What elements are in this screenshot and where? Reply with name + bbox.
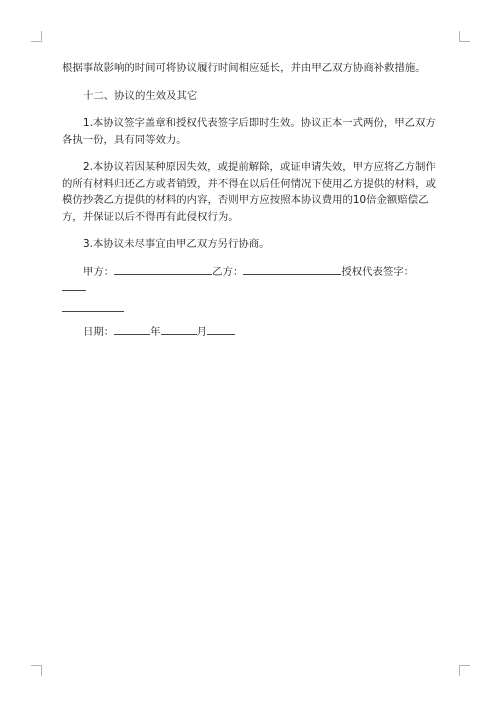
document-body	[62, 60, 438, 352]
party-b-label: 乙方：	[212, 265, 244, 278]
clause-1: 1.本协议签字盖章和授权代表签字后即时生效。协议正本一式两份，甲乙双方各执一份，具有同等效力。	[62, 117, 436, 146]
section-heading: 十二、协议的生效及其它	[83, 89, 198, 102]
crop-mark-bottom-left	[31, 665, 42, 676]
crop-mark-top-left	[31, 31, 42, 42]
day-blank	[207, 324, 235, 335]
party-a-label: 甲方：	[83, 265, 115, 278]
paragraph-force-majeure-end: 根据事故影响的时间可将协议履行时间相应延长，并由甲乙双方协商补救措施。	[62, 62, 426, 74]
month-label: 月	[196, 326, 207, 338]
party-b-blank	[243, 264, 341, 275]
date-line	[62, 324, 438, 341]
month-blank	[161, 324, 197, 335]
year-label: 年	[150, 326, 161, 338]
year-blank	[114, 324, 150, 335]
date-label: 日期：	[83, 326, 115, 338]
party-a-blank	[114, 264, 212, 275]
authorized-signature-blank-start	[62, 280, 86, 291]
crop-mark-top-right	[459, 31, 470, 42]
authorized-signature-blank-continued	[62, 301, 438, 318]
clause-3: 3.本协议未尽事宜由甲乙双方另行协商。	[83, 238, 270, 250]
crop-mark-bottom-right	[459, 665, 470, 676]
clause-2: 2.本协议若因某种原因失效，或提前解除，或证申请失效，甲方应将乙方制作的所有材料归还乙方或者销毁，并不得在以后任何情况下使用乙方提供的材料，或模仿抄袭乙方提供的材料的内容，否则甲方应按照本协议费用的10倍金额赔偿乙方，并保证以后不得再有此侵权行为。	[62, 161, 437, 223]
signature-line	[62, 264, 438, 297]
authorized-signature-label: 授权代表签字：	[341, 265, 415, 278]
